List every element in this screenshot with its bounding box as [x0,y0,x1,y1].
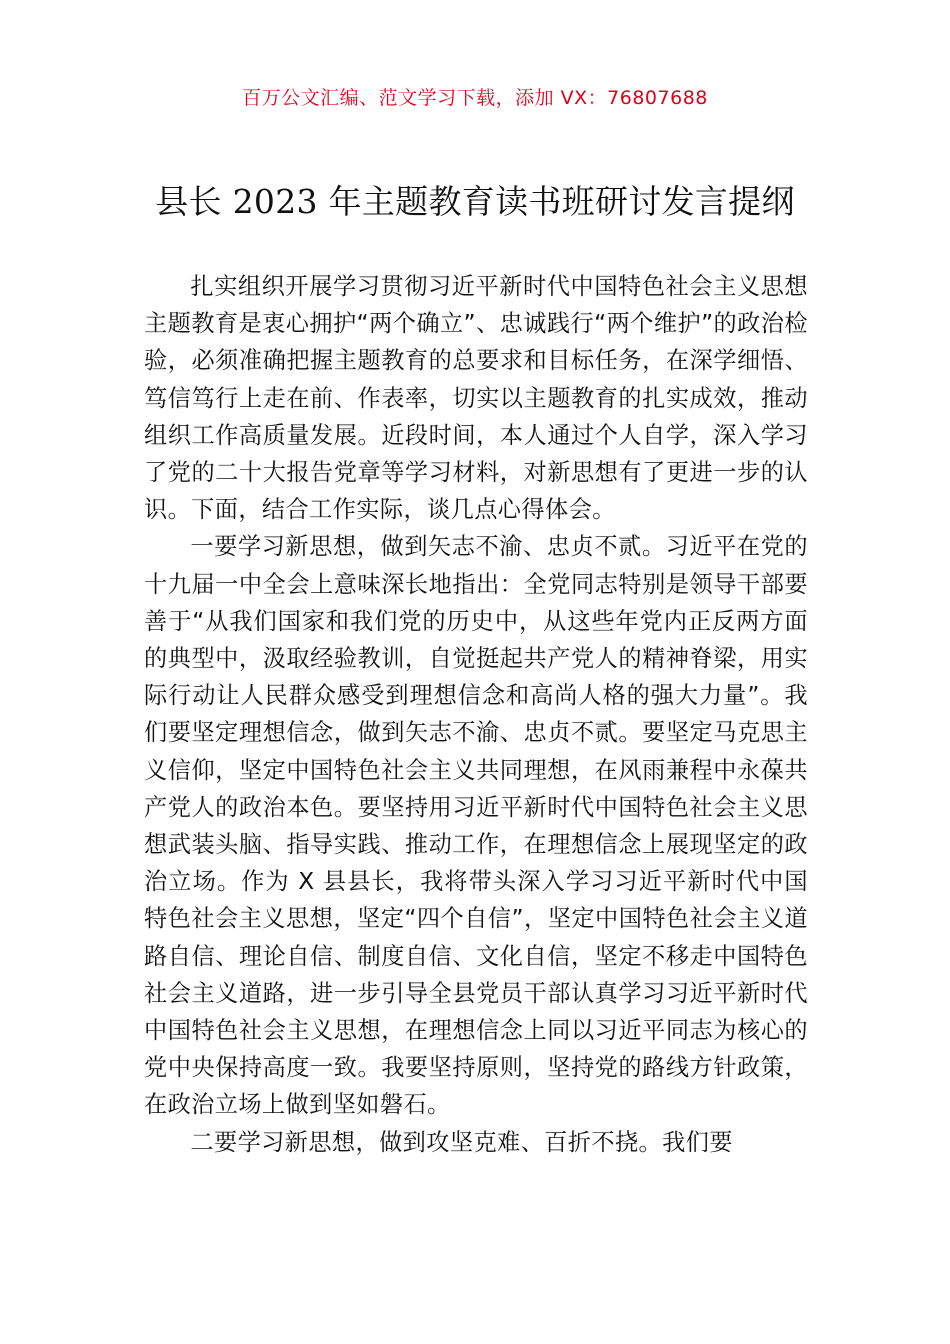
section-one-paragraph: 一要学习新思想，做到矢志不渝、忠贞不贰。习近平在党的十九届一中全会上意味深长地指出：全党同志特别是领导干部要善于“从我们国家和我们党的历史中，从这些年党内正反两方面的典型中，汲取经验教训，自觉挺起共产党人的精神脊梁，用实际行动让人民群众感受到理想信念和高尚人格的强大力量”。我们要坚定理想信念，做到矢志不渝、忠贞不贰。要坚定马克思主义信仰，坚定中国特色社会主义共同理想，在风雨兼程中永葆共产党人的政治本色。要坚持用习近平新时代中国特色社会主义思想武装头脑、指导实践、推动工作，在理想信念上展现坚定的政治立场。作为 X 县县长，我将带头深入学习习近平新时代中国特色社会主义思想，坚定“四个自信”，坚定中国特色社会主义道路自信、理论自信、制度自信、文化自信，坚定不移走中国特色社会主义道路，进一步引导全县党员干部认真学习习近平新时代中国特色社会主义思想，在理想信念上同以习近平同志为核心的党中央保持高度一致。我要坚持原则，坚持党的路线方针政策，在政治立场上做到坚如磐石。 [144,533,808,1119]
section-two-paragraph: 二要学习新思想，做到攻坚克难、百折不挠。我们要 [190,1128,733,1156]
intro-paragraph: 扎实组织开展学习贯彻习近平新时代中国特色社会主义思想主题教育是衷心拥护“两个确立”、忠诚践行“两个维护”的政治检验，必须准确把握主题教育的总要求和目标任务，在深学细悟、笃信笃行上走在前、作表率，切实以主题教育的扎实成效，推动组织工作高质量发展。近段时间，本人通过个人自学，深入学习了党的二十大报告党章等学习材料，对新思想有了更进一步的认识。下面，结合工作实际，谈几点心得体会。 [144,273,808,524]
promo-header: 百万公文汇编、范文学习下载，添加 VX：76807688 [242,87,708,109]
document-body [144,268,808,1161]
document-title: 县长 2023 年主题教育读书班研讨发言提纲 [155,182,795,221]
